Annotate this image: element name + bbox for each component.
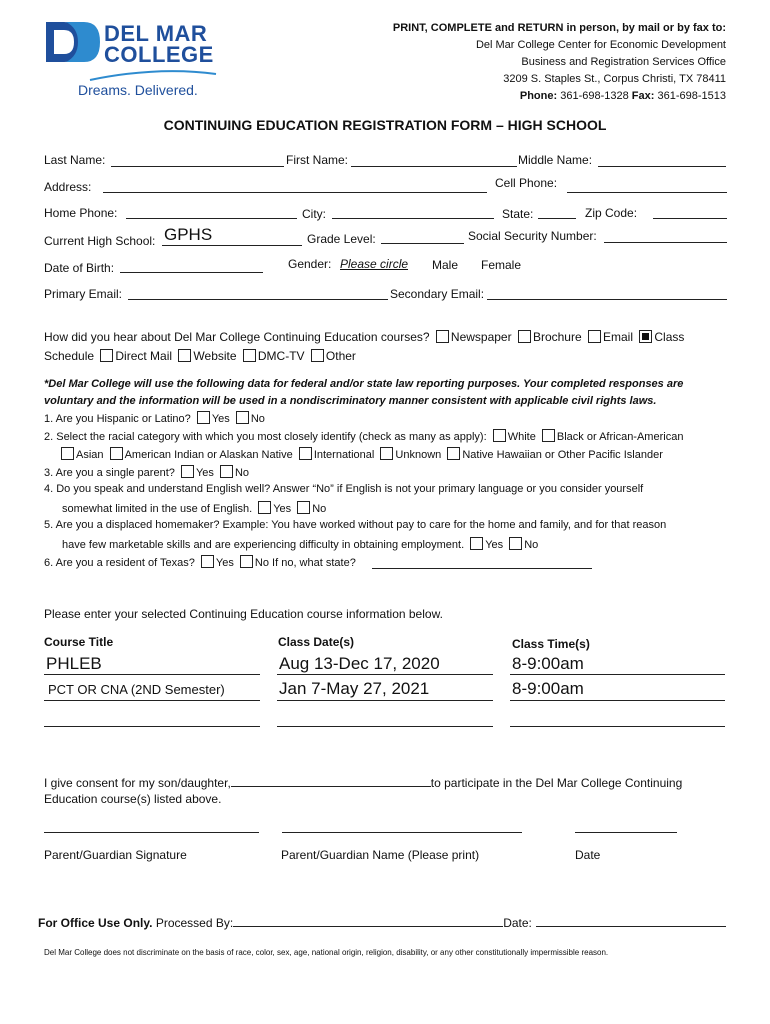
gender-female-option[interactable]: Female — [481, 258, 522, 272]
cell-phone-field[interactable] — [567, 192, 727, 193]
courses-intro: Please enter your selected Continuing Education course information below. — [44, 607, 443, 621]
college-logo — [44, 20, 224, 104]
heard-options-row2 — [44, 349, 356, 363]
black-checkbox[interactable] — [542, 429, 555, 442]
yes-label: Yes — [273, 503, 292, 515]
asian-label: Asian — [76, 449, 104, 461]
yes-label: Yes — [485, 539, 504, 551]
class-times-header: Class Time(s) — [512, 637, 590, 651]
middle-name-label: Middle Name: — [518, 153, 593, 167]
yes-label: Yes — [195, 467, 214, 479]
nondiscrimination-footer: Del Mar College does not discriminate on the basis of race, color, sex, age, national origin, religion, disability, or any other constitutionally impermissible reason. — [44, 948, 609, 957]
last-name-label: Last Name: — [44, 153, 106, 167]
question-3 — [44, 465, 249, 479]
yes-label: Yes — [215, 557, 234, 569]
international-label: International — [313, 449, 375, 461]
hawaiian-label: Native Hawaiian or Other Pacific Islander — [462, 449, 663, 461]
unknown-checkbox[interactable] — [380, 447, 393, 460]
hispanic-no-checkbox[interactable] — [236, 411, 249, 424]
city-field[interactable] — [332, 218, 494, 219]
zip-field[interactable] — [653, 218, 727, 219]
grade-field[interactable] — [381, 243, 464, 244]
class-label: Class — [654, 330, 685, 344]
course-row-3-times-line[interactable] — [510, 726, 725, 727]
question-2-text: 2. Select the racial category with which you most closely identify (check as many as apply): — [44, 431, 487, 443]
course-title-header: Course Title — [44, 635, 114, 649]
consent-date-field[interactable] — [575, 832, 677, 833]
native-american-checkbox[interactable] — [110, 447, 123, 460]
header-line1: PRINT, COMPLETE and RETURN in person, by mail or by fax to: — [392, 22, 726, 34]
english-no-checkbox[interactable] — [297, 501, 310, 514]
consent-text-a: I give consent for my son/daughter, — [44, 776, 231, 790]
logo-swoosh-icon — [88, 68, 218, 82]
fax-label: Fax: — [631, 90, 655, 102]
question-2 — [44, 429, 683, 443]
grade-label: Grade Level: — [307, 232, 376, 246]
international-checkbox[interactable] — [299, 447, 312, 460]
ssn-field[interactable] — [604, 242, 727, 243]
dmctv-label: DMC-TV — [257, 349, 305, 363]
notice-line2: voluntary and the information will be used in a nondiscriminatory manner consistent with applicable civil rights laws. — [44, 395, 657, 407]
dob-field[interactable] — [120, 272, 263, 273]
question-4-text: 4. Do you speak and understand English well? Answer “No” if English is not your primary language or you consider yourself — [44, 483, 644, 495]
native-american-label: American Indian or Alaskan Native — [124, 449, 293, 461]
course-row-1-times[interactable]: 8-9:00am — [512, 654, 584, 673]
yes-label: Yes — [211, 413, 230, 425]
phone-value: 361-698-1328 — [560, 90, 629, 102]
website-label: Website — [193, 349, 237, 363]
high-school-label: Current High School: — [44, 234, 156, 248]
heard-question-row — [44, 330, 684, 344]
website-checkbox[interactable] — [178, 349, 191, 362]
dmc-logo-mark-icon — [44, 20, 102, 64]
logo-line2: COLLEGE — [104, 42, 214, 67]
address-field[interactable] — [103, 192, 487, 193]
course-row-2-times[interactable]: 8-9:00am — [512, 679, 584, 698]
course-row-1-dates-line — [277, 674, 493, 675]
dob-label: Date of Birth: — [44, 261, 115, 275]
processed-by-field[interactable] — [233, 914, 503, 927]
gender-male-option[interactable]: Male — [432, 258, 459, 272]
gender-label: Gender: — [288, 257, 332, 271]
texas-no-checkbox[interactable] — [240, 555, 253, 568]
first-name-label: First Name: — [286, 153, 349, 167]
phone-label: Phone: — [519, 90, 558, 102]
dmctv-checkbox[interactable] — [243, 349, 256, 362]
black-label: Black or African-American — [556, 431, 684, 443]
white-label: White — [507, 431, 536, 443]
newspaper-checkbox[interactable] — [436, 330, 449, 343]
brochure-checkbox[interactable] — [518, 330, 531, 343]
fax-value: 361-698-1513 — [657, 90, 726, 102]
cell-phone-label: Cell Phone: — [495, 176, 558, 190]
question-1 — [44, 411, 265, 425]
question-5-text: 5. Are you a displaced homemaker? Example: You have worked without pay to care for the home and family, and for that reason — [44, 519, 667, 531]
logo-line1: DEL MAR — [104, 21, 208, 46]
texas-no-label: No If no, what state? — [254, 557, 356, 569]
first-name-field[interactable] — [351, 166, 517, 167]
class-schedule-checkbox[interactable] — [639, 330, 652, 343]
no-label: No — [524, 539, 539, 551]
consent-line2: Education course(s) listed above. — [44, 792, 222, 806]
question-6-text: 6. Are you a resident of Texas? — [44, 557, 195, 569]
ssn-label: Social Security Number: — [468, 229, 597, 243]
form-title: CONTINUING EDUCATION REGISTRATION FORM – HIGH SCHOOL — [163, 117, 607, 133]
other-label: Other — [325, 349, 356, 363]
brochure-label: Brochure — [532, 330, 582, 344]
course-row-2-title[interactable]: PCT OR CNA (2ND Semester) — [48, 682, 225, 697]
unknown-label: Unknown — [395, 449, 442, 461]
other-checkbox[interactable] — [311, 349, 324, 362]
course-row-3-title-line[interactable] — [44, 726, 260, 727]
question-4-text-cont: somewhat limited in the use of English. — [62, 503, 253, 515]
consent-line1 — [44, 774, 682, 790]
header-phone-fax — [393, 88, 726, 105]
single-parent-yes-checkbox[interactable] — [181, 465, 194, 478]
header-line4: 3209 S. Staples St., Corpus Christi, TX 78411 — [503, 73, 726, 85]
secondary-email-field[interactable] — [487, 299, 727, 300]
high-school-value[interactable]: GPHS — [164, 225, 213, 244]
course-row-1-title-line — [44, 674, 260, 675]
question-6 — [44, 555, 356, 569]
student-name-field[interactable] — [231, 774, 431, 787]
course-row-3-dates-line[interactable] — [277, 726, 493, 727]
primary-email-field[interactable] — [128, 299, 388, 300]
gender-hint: Please circle — [340, 257, 409, 271]
consent-text-b: to participate in the Del Mar College Continuing — [430, 776, 683, 790]
parent-name-label: Parent/Guardian Name (Please print) — [281, 848, 480, 862]
header-line3: Business and Registration Services Office — [521, 56, 726, 68]
course-row-2-times-line — [510, 700, 725, 701]
notice-line1: *Del Mar College will use the following data for federal and/or state law reporting purposes. Your completed responses are — [44, 378, 684, 390]
high-school-field[interactable] — [162, 245, 302, 246]
middle-name-field[interactable] — [598, 166, 726, 167]
office-use-label: For Office Use Only. — [38, 916, 153, 930]
header-line2: Del Mar College Center for Economic Development — [475, 39, 726, 51]
single-parent-no-checkbox[interactable] — [220, 465, 233, 478]
question-2-options — [58, 447, 663, 461]
hawaiian-checkbox[interactable] — [447, 447, 460, 460]
english-yes-checkbox[interactable] — [258, 501, 271, 514]
direct-mail-label: Direct Mail — [115, 349, 173, 363]
no-label: No — [312, 503, 327, 515]
course-row-1-times-line — [510, 674, 725, 675]
schedule-label: Schedule — [44, 349, 95, 363]
zip-label: Zip Code: — [585, 206, 638, 220]
parent-signature-label: Parent/Guardian Signature — [44, 848, 187, 862]
newspaper-label: Newspaper — [450, 330, 512, 344]
course-row-1-dates[interactable]: Aug 13-Dec 17, 2020 — [279, 654, 440, 673]
direct-mail-checkbox[interactable] — [100, 349, 113, 362]
primary-email-label: Primary Email: — [44, 287, 123, 301]
course-row-2-dates[interactable]: Jan 7-May 27, 2021 — [279, 679, 430, 698]
state-field[interactable] — [538, 218, 576, 219]
secondary-email-label: Secondary Email: — [390, 287, 485, 301]
state-label: State: — [502, 207, 534, 221]
white-checkbox[interactable] — [493, 429, 506, 442]
office-date-label: Date: — [503, 916, 532, 930]
hispanic-yes-checkbox[interactable] — [197, 411, 210, 424]
consent-date-label: Date — [575, 848, 601, 862]
address-label: Address: — [44, 180, 92, 194]
parent-signature-field[interactable] — [44, 832, 259, 833]
office-date-field[interactable] — [536, 914, 726, 927]
course-row-2-dates-line — [277, 700, 493, 701]
question-5-text-cont: have few marketable skills and are experiencing difficulty in obtaining employment. — [62, 539, 465, 551]
asian-checkbox[interactable] — [61, 447, 74, 460]
office-use-row — [38, 914, 726, 930]
parent-name-field[interactable] — [282, 832, 522, 833]
course-row-2-title-line — [44, 700, 260, 701]
no-label: No — [234, 467, 250, 479]
question-5-answer — [62, 537, 538, 551]
homemaker-yes-checkbox[interactable] — [470, 537, 483, 550]
header-contact — [393, 20, 726, 105]
question-3-text: 3. Are you a single parent? — [44, 467, 175, 479]
last-name-field[interactable] — [111, 166, 284, 167]
other-state-field[interactable] — [372, 568, 592, 569]
question-4-answer — [62, 501, 326, 515]
question-1-text: 1. Are you Hispanic or Latino? — [44, 413, 191, 425]
texas-yes-checkbox[interactable] — [201, 555, 214, 568]
processed-by-label: Processed By: — [155, 916, 234, 930]
class-dates-header: Class Date(s) — [278, 635, 355, 649]
city-label: City: — [302, 207, 326, 221]
homemaker-no-checkbox[interactable] — [509, 537, 522, 550]
logo-tagline: Dreams. Delivered. — [78, 82, 198, 98]
email-checkbox[interactable] — [588, 330, 601, 343]
email-label: Email — [603, 330, 634, 344]
heard-question: How did you hear about Del Mar College Continuing Education courses? — [44, 330, 430, 344]
home-phone-label: Home Phone: — [44, 206, 118, 220]
home-phone-field[interactable] — [126, 218, 297, 219]
no-label: No — [250, 413, 265, 425]
course-row-1-title[interactable]: PHLEB — [46, 654, 102, 673]
